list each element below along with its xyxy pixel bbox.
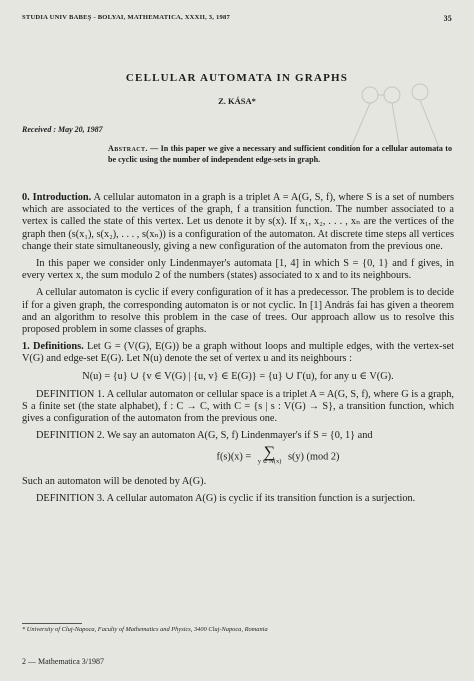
formula-transition-left: f(s)(x) = xyxy=(216,451,252,463)
author-name: Z. KÁSA* xyxy=(218,96,256,106)
paper-title: CELLULAR AUTOMATA IN GRAPHS xyxy=(125,72,349,84)
formula-transition-right: s(y) (mod 2) xyxy=(287,451,340,463)
section-1-heading: 1. Definitions. xyxy=(22,341,84,353)
received-date: Received : May 20, 1987 xyxy=(22,125,103,134)
footnote: * University of Cluj-Napoca, Faculty of Mathematics and Physics, 3400 Cluj-Napoca, Romania xyxy=(22,626,268,633)
page-number: 35 xyxy=(443,14,452,23)
sum-subscript: y ∈ N(x) xyxy=(257,457,282,465)
section-0-paragraph-1 xyxy=(22,192,454,253)
section-1-text-1: Let G = (V(G), E(G)) be a graph without loops and multiple edges, with the vertex-set V(G) and edge-set E(G). Let N(u) denote the set of vertex u and its neighbours : xyxy=(22,341,455,365)
running-head xyxy=(22,14,452,21)
formula-transition xyxy=(102,443,454,466)
running-head-text: STUDIA UNIV BABEŞ - BOLYAI, MATHEMATICA, XXXII, 3, 1987 xyxy=(22,14,230,21)
abstract xyxy=(108,144,452,165)
section-0-paragraph-2: In this paper we consider only Lindenmayer's automata [1, 4] in which S = {0, 1} and f gives, in every vertex x, the sum modulo 2 of the numbers (states) associated to x and to its neighbours. xyxy=(22,258,454,282)
section-0-text-1: A cellular automaton in a graph is a triplet A = A(G, S, f), where S is a set of numbers which are associated to the vertices of the graph, f a transition function. The number associated to a vertex is called the state of this vertex. Let us denote it by s(x). If x₁, x₂, . . . , xₙ are the vertices of the graph then (s(x₁), s(x₂), . . . , s(xₙ)) is a configuration of the automaton. At discrete time steps all vertices change their state simultaneously, giving a new configuration of the automaton from the previous one. xyxy=(22,192,454,252)
page-footer: 2 — Mathematica 3/1987 xyxy=(22,657,104,666)
body-text xyxy=(22,192,454,510)
abstract-label: Abstract. xyxy=(108,144,148,153)
abstract-text: — In this paper we give a necessary and sufficient condition for a cellular automata to be cyclic using the number of independent edge-sets in graph. xyxy=(108,144,452,164)
section-1-paragraph-1 xyxy=(22,341,454,365)
section-0-paragraph-3: A cellular automaton is cyclic if every configuration of it has a predecessor. The problem is to decide if for a given graph, the corresponding automaton is or not cyclic. In [1] András fai has given a theorem and an algorithm to resolve this problem in the case of trees. Our approach allow us to resolve this proposed problem in some classes of graphs. xyxy=(22,287,454,336)
sum-symbol: ∑ y ∈ N(x) xyxy=(257,443,282,465)
definition-1: DEFINITION 1. A cellular automaton or cellular space is a triplet A = A(G, S, f), where G is a graph, S a finite set (the state alphabet), f : C → C, with C = {s | s : V(G) → S}, a transition function, which gives a configuration of the automaton from the previous one. xyxy=(22,388,454,425)
section-0-heading: 0. Introduction. xyxy=(22,192,92,203)
footnote-rule xyxy=(22,623,82,624)
formula-neighbourhood: N(u) = {u} ∪ {v ∈ V(G) | {u, v} ∈ E(G)} = {u} ∪ Γ(u), for any u ∈ V(G). xyxy=(82,370,394,382)
after-definition-2: Such an automaton will be denoted by A(G). xyxy=(22,475,207,487)
definition-3: DEFINITION 3. A cellular automaton A(G) is cyclic if its transition function is a surjection. xyxy=(36,492,416,504)
definition-2: DEFINITION 2. We say an automaton A(G, S, f) Lindenmayer's if S = {0, 1} and xyxy=(36,430,373,442)
